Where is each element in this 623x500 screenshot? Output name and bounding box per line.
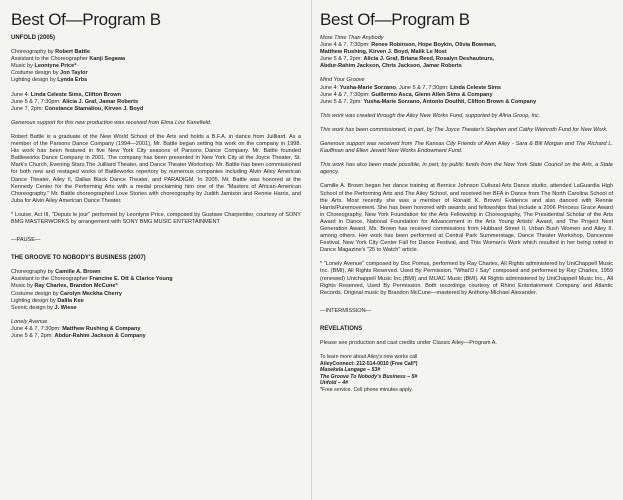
cast-line: June 4 & 7, 7:30pm: Matthew Rushing & Company xyxy=(11,325,141,332)
credit-line: Costume design by Carolyn Meckha Cherry xyxy=(11,290,122,297)
fund-note: This work was created through the Ailey New Works Fund, supported by Altria Group, Inc. xyxy=(320,112,541,119)
cast-line: June 4: Yusha-Marie Sorzano, June 5 & 7, 7:30pm: Linda Celeste Sims xyxy=(320,84,502,91)
info-phone: AileyConnect: 212-514-0010 (Free Call*) xyxy=(320,360,418,367)
credit-line: Scenic design by J. Wiese xyxy=(11,304,77,311)
brown-bio: Camille A. Brown began her dance training at Bernice Johnson Cultural Arts Dance studio, attended LaGuardia High School of the Performing Arts and The Ailey School, and received her BFA in Dance from The North Carolina School of the Arts. Most recently she was a member of Ronald K. Brown/ Evidence and also danced with Rennie Harris/Puremovement. She has been honored with awards and fellowships that include a 2006 Princess Grace Award in Choreography, New York Foundation for the Arts Fellowship in Choreography, The Presidential Scholar of the Arts Award in Dance, National Foundation for Advancement in the Arts Young Artists' Award, and The Project Next Generation Award. Ms. Brown has received commissions from Hubbard Street II, Urban Bush Women and Ailey II, among others. Her work has been performed at Central Park Summerstage, Dance Theater Workshop, Dancenow Festival, New York City Center Fall for Dance Festival, and This Woman's Work which resulted in her being noted in Dance Magazine's "25 to Watch" article. xyxy=(320,183,613,254)
fund-note: Generous support was received from The Kansas City Friends of Alvin Ailey - Sara & Bill Morgan and The Richard L. Kauffman and Ellen Jewett New Works Endowment Fund. xyxy=(320,141,613,155)
cast-line: June 4 & 7, 7:30pm: Renee Robinson, Hope Boykin, Olivia Bowman, xyxy=(320,42,497,49)
groove-credits xyxy=(11,269,301,312)
unfold-credits xyxy=(11,49,301,84)
groove-music-footnote: * "Lonely Avenue" composed by Doc Pomus, performed by Ray Charles, All Rights administered by UniChappell Music Inc. (BMI), All Rights Reserved. Used By Permission. "What'D I Say" composed and performed by Ray Charles, 1959 (renewed) Unichappell Music Inc.(BMI) and MIJAC Music (BMI). All Rights administered by UniChappell Music Inc., All Rights Reserved, Used By Permission. Both recordings courtesy of Rhino Entertainment Company and Atlantic Records. Original music by Brandon McCune—mastered by Anthony-Michael Alexander. xyxy=(320,261,613,296)
cast-line: June 5 & 7, 2pm: Yusha-Marie Sorzano, Antonio Douthit, Clifton Brown & Company xyxy=(320,98,537,105)
revelations-note: Please see production and cast credits under Classic Ailey—Program A. xyxy=(320,340,497,346)
cast-line: June 5 & 7, 7:30pm: Alicia J. Graf, Jamar Roberts xyxy=(11,98,139,105)
cast-line: June 4 & 7, 7:30pm: Guillermo Asca, Glenn Allen Sims & Company xyxy=(320,91,493,98)
cast-line: June 7, 2pm: Constance Stamatiou, Kirven J. Boyd xyxy=(11,105,144,112)
credit-line: Music by Ray Charles, Brandon McCune* xyxy=(11,283,118,290)
battle-bio: Robert Battle is a graduate of the New World School of the Arts and holds a B.F.A. in dance from Juilliard. As a member of the Parsons Dance Company (1994—2001), Mr. Battle began setting his work on the company in 1998. His work has been featured in five New York City seasons of Parsons Dance Company. Mr. Battle founded Battleworks Dance Company in 2001. The company has been presented in New York City at the Joyce Theater, St. Mark's Church, Evening Stars,The Juilliard Theater, and Dance Theater Workshop. Mr. Battle has been commissioned for both new and restaged works of Battleworks repertory by numerous companies including Alvin Ailey American Dance Theater, Ailey II, Dallas Black Dance Theater, and PARADIGM. In 2005, Mr. Battle was honored at the Kennedy Center for the Performing Arts with a medal proclaiming him one of the "Masters of African-American Choreography." Mr. Battle choreographed Love Stories with choreography by Judith Jamison and Rennie Harris, and Juba for Alvin Ailey American Dance Theater. xyxy=(11,133,301,204)
groove-header: THE GROOVE TO NOBODY'S BUSINESS (2007) xyxy=(11,255,146,262)
credit-line: Lighting design by Lynda Erbs xyxy=(11,77,88,84)
cast-line: June 4: Linda Celeste Sims, Clifton Brown xyxy=(11,91,122,98)
credit-line: Assistant to the Choreographer Francine E. Ott & Clarice Young xyxy=(11,276,173,283)
unfold-support-note: Generous support for this new production was received from Elma Linz Kanefield. xyxy=(11,119,212,126)
credit-line: Costume design by Jon Taylor xyxy=(11,70,88,77)
info-footer: *Free service. Cell phone minutes apply. xyxy=(320,386,413,393)
pause-marker: —PAUSE— xyxy=(11,237,41,244)
lonely-avenue-header: Lonely Avenue xyxy=(11,318,48,325)
page-title: Best Of—Program B xyxy=(11,10,161,29)
page-title: Best Of—Program B xyxy=(320,10,470,29)
credit-line: Choreography by Camille A. Brown xyxy=(11,269,101,276)
more-time-header: More Time Than Anybody xyxy=(320,35,384,41)
credit-line: Assistant to the Choreographer Kanji Segawa xyxy=(11,56,126,63)
info-item: The Groove To Nobody's Business – 5# xyxy=(320,373,418,380)
unfold-cast-dates xyxy=(11,92,301,113)
credit-line: Choreography by Robert Battle xyxy=(11,49,90,56)
ailey-connect-box xyxy=(320,354,613,393)
unfold-header: UNFOLD (2005) xyxy=(11,35,56,41)
credit-line: Music by Leontyne Price* xyxy=(11,63,77,70)
left-page xyxy=(0,0,311,500)
fund-note: This work has been commissioned, in part, by The Joyce Theater's Stephen and Cathy Weinroth Fund for New Work. xyxy=(320,126,608,133)
info-item: Masekela Langage – 53# xyxy=(320,367,381,374)
mind-groove-header: Mind Your Groove xyxy=(320,77,365,84)
cast-line: June 5 & 7, 2pm: Alicia J. Graf, Briana Reed, Rosalyn Deshauteurs, xyxy=(320,56,495,63)
unfold-music-footnote: * Louise, Act III, "Depuis le jour" performed by Leontyne Price, composed by Gustave Charpentier, courtesy of SONY BMG MASTERWORKS by arrangement with SONY BMG MUSIC ENTERTAINMENT xyxy=(11,211,301,225)
right-page xyxy=(312,0,623,500)
intermission-marker: —INTERMISSION— xyxy=(320,307,372,314)
cast-line: June 5 & 7, 2pm: Abdur-Rahim Jackson & Company xyxy=(11,333,146,339)
cast-line: Abdur-Rahim Jackson, Chris Jackson, Jamar Roberts xyxy=(320,63,462,70)
revelations-header: REVELATIONS xyxy=(320,325,363,332)
cast-line: Matthew Rushing, Kirven J. Boyd, Malik Le Nost xyxy=(320,49,447,56)
info-item: Unfold – 4# xyxy=(320,380,348,387)
credit-line: Lighting design by Dalila Kee xyxy=(11,297,84,304)
fund-note: This work has also been made possible, in part, by public funds from the New York State Council on the Arts, a State agency. xyxy=(320,162,613,176)
info-intro: To learn more about Ailey's new works call xyxy=(320,354,418,361)
